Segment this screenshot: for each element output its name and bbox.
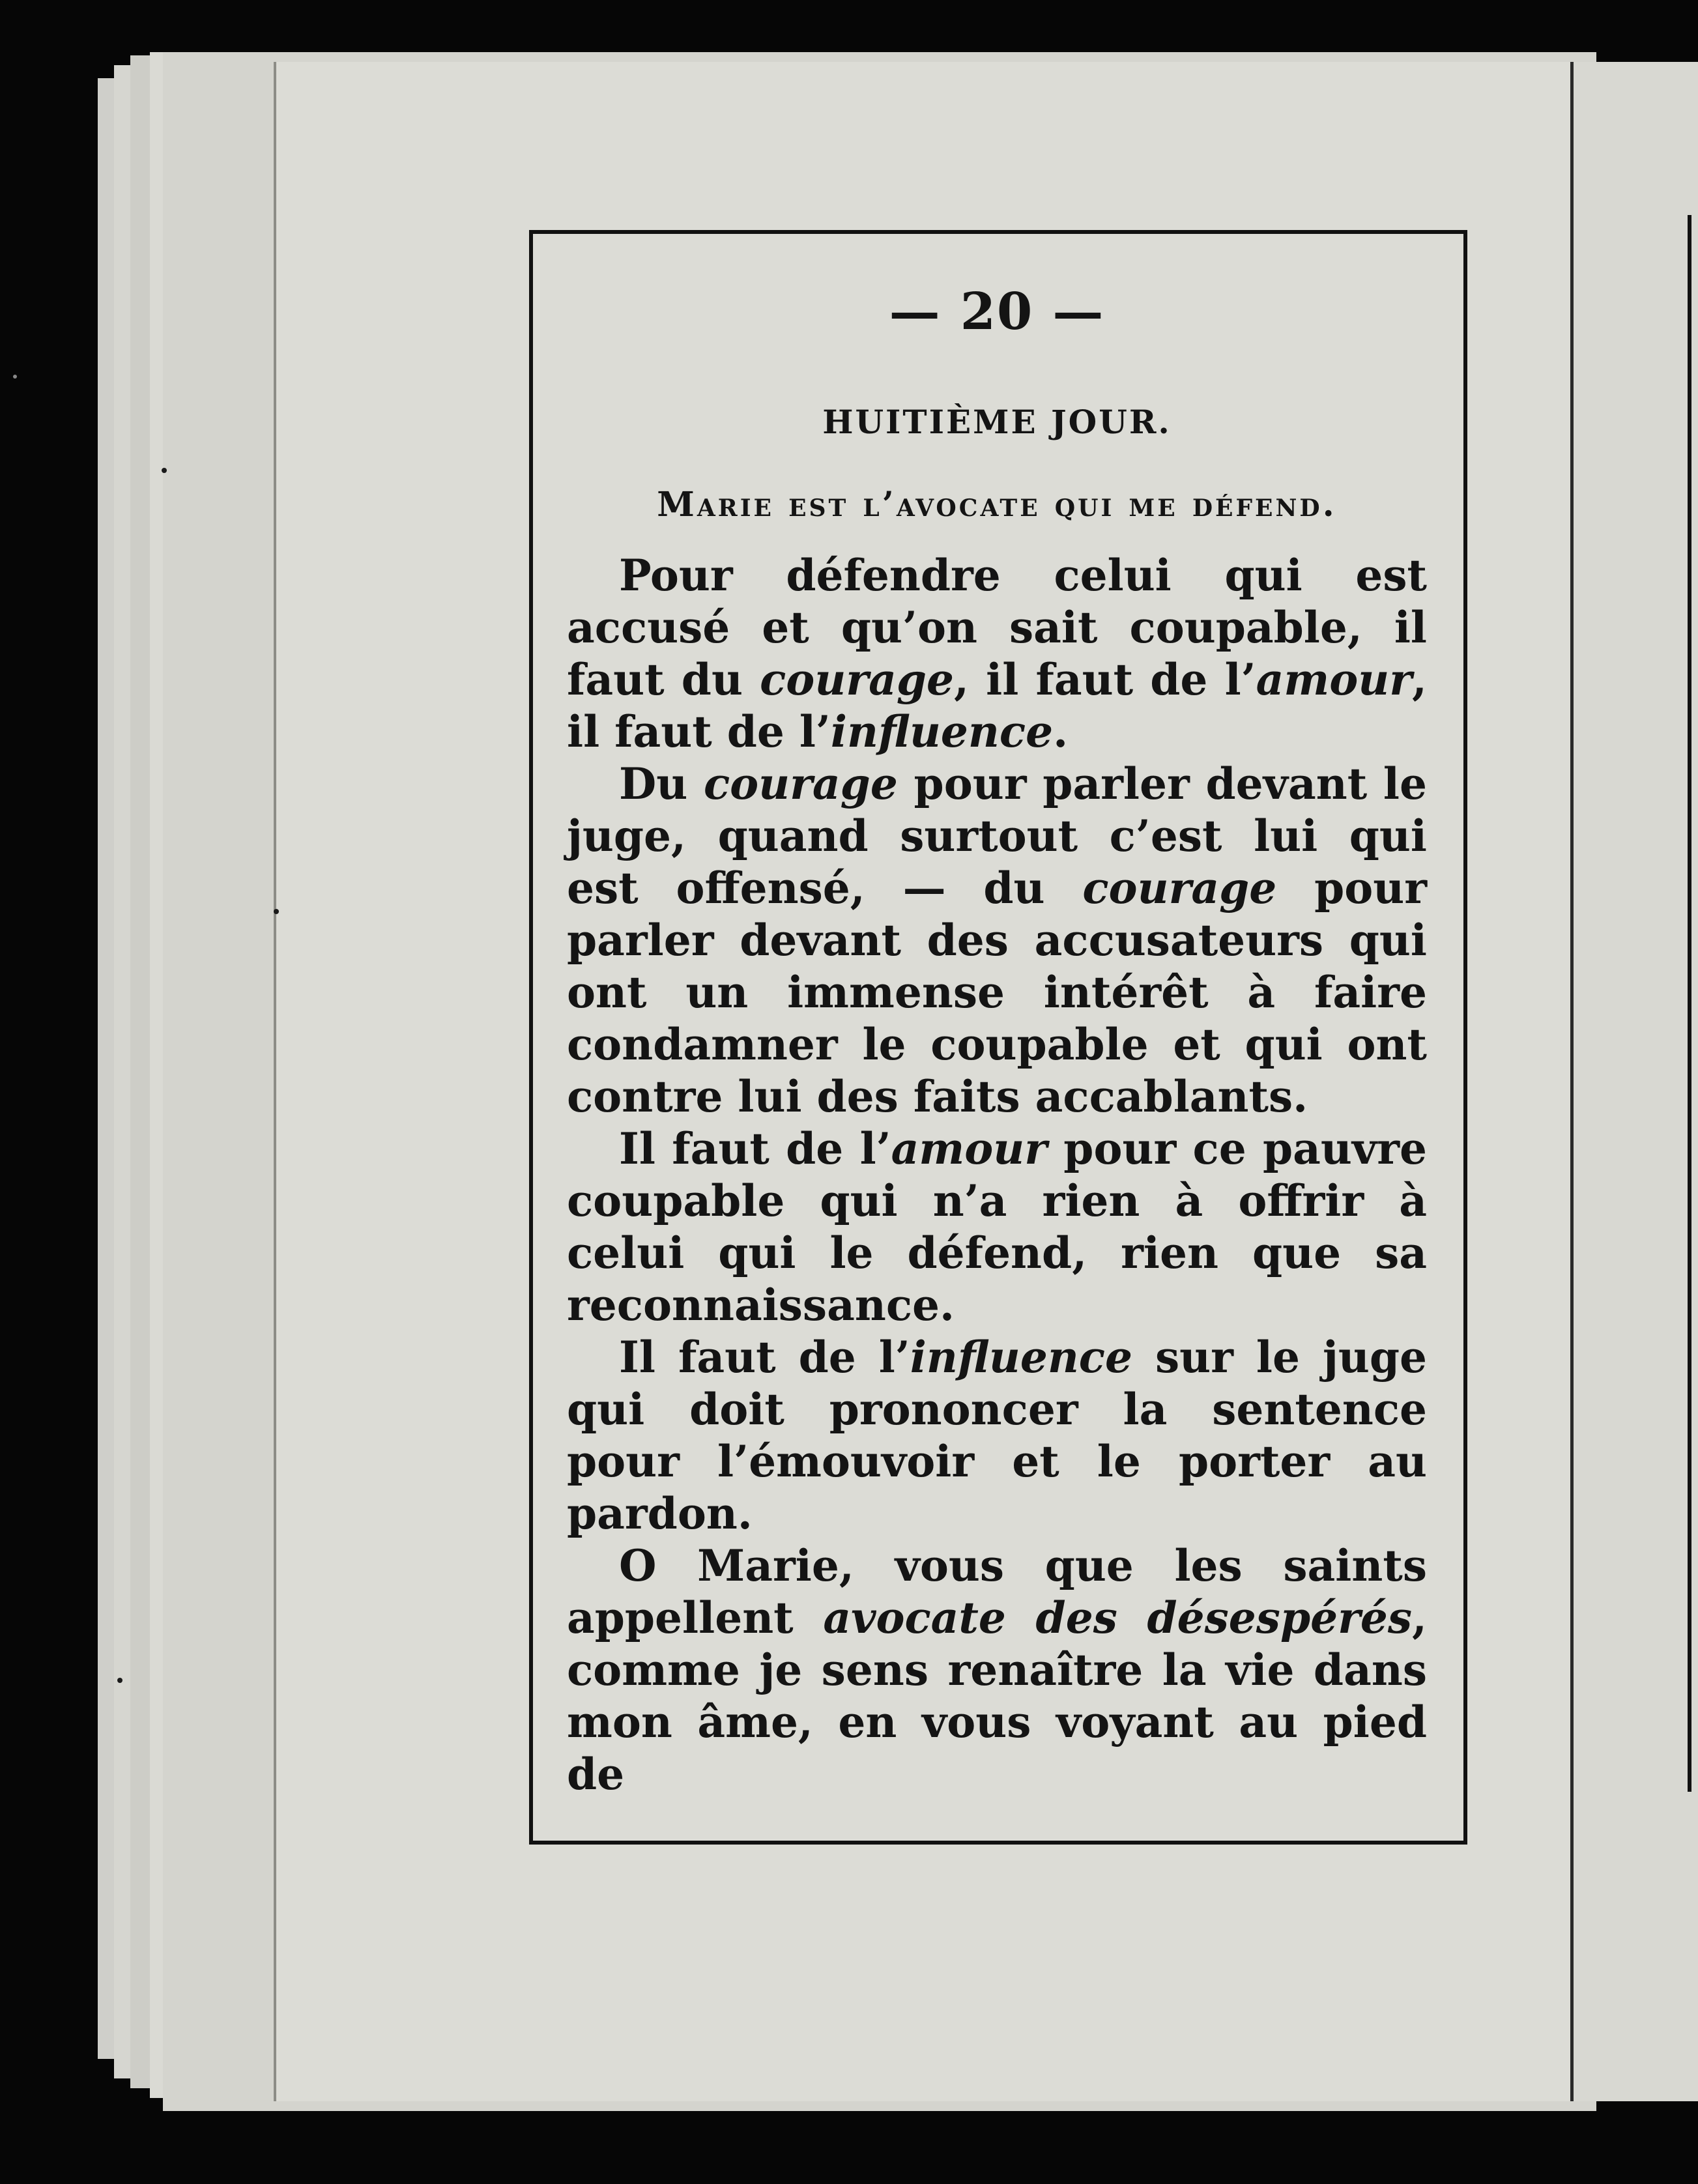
text-run: sur le juge qui doit prononcer la sentence pour l’émouvoir et le porter au pardon. bbox=[567, 1332, 1427, 1539]
text-run: pour parler devant des accusateurs qui ont un immense intérêt à faire condamner le coupable et qui ont contre lui des faits accablants. bbox=[567, 863, 1428, 1122]
facing-page-edge bbox=[1570, 62, 1698, 2101]
text-run: , il faut de l’ bbox=[567, 654, 1427, 757]
text-run: , comme je sens renaître la vie dans mon âme, en vous voyant au pied de bbox=[567, 1592, 1427, 1800]
italic-run: courage bbox=[760, 654, 954, 705]
page-content bbox=[567, 274, 1427, 1800]
text-run: . bbox=[1053, 706, 1069, 757]
day-heading: HUITIÈME JOUR. bbox=[822, 403, 1172, 441]
text-run: , il faut de l’ bbox=[953, 654, 1256, 705]
italic-run: influence bbox=[830, 706, 1054, 757]
page-number: — 20 — bbox=[889, 282, 1105, 341]
italic-run: courage bbox=[703, 758, 898, 809]
paper-speck bbox=[274, 909, 279, 914]
text-run: pour ce pauvre coupable qui n’a rien à offrir à celui qui le défend, rien que sa reconnaissance. bbox=[567, 1123, 1427, 1330]
text-run: pour parler devant le juge, quand surtout c’est lui qui est offensé, — du bbox=[567, 758, 1427, 913]
paragraph bbox=[567, 758, 1427, 1123]
italic-run: amour bbox=[1256, 654, 1413, 705]
text-run: Il faut de l’ bbox=[619, 1123, 891, 1174]
text-run: Du bbox=[619, 758, 704, 809]
body-text bbox=[567, 549, 1427, 1800]
text-run: Pour défendre celui qui est accusé et qu’on sait coupable, il faut du bbox=[567, 550, 1427, 705]
paper-speck bbox=[162, 468, 167, 473]
italic-run: courage bbox=[1082, 863, 1277, 913]
italic-run: avocate des désespérés bbox=[823, 1592, 1413, 1643]
paper-speck bbox=[13, 375, 17, 379]
frame-bottom-rule bbox=[529, 1841, 1454, 1845]
paragraph bbox=[567, 1331, 1427, 1540]
text-run: Il faut de l’ bbox=[619, 1332, 910, 1383]
paragraph bbox=[567, 1540, 1427, 1800]
italic-run: amour bbox=[891, 1123, 1048, 1174]
italic-run: influence bbox=[910, 1332, 1132, 1383]
facing-page-rule bbox=[1688, 215, 1691, 1792]
chapter-title: Marie est l’avocate qui me défend. bbox=[657, 485, 1337, 524]
paper-speck bbox=[117, 1678, 122, 1683]
paragraph bbox=[567, 549, 1427, 758]
text-run: O Marie, vous que les saints appellent bbox=[567, 1540, 1427, 1643]
paragraph bbox=[567, 1123, 1427, 1331]
